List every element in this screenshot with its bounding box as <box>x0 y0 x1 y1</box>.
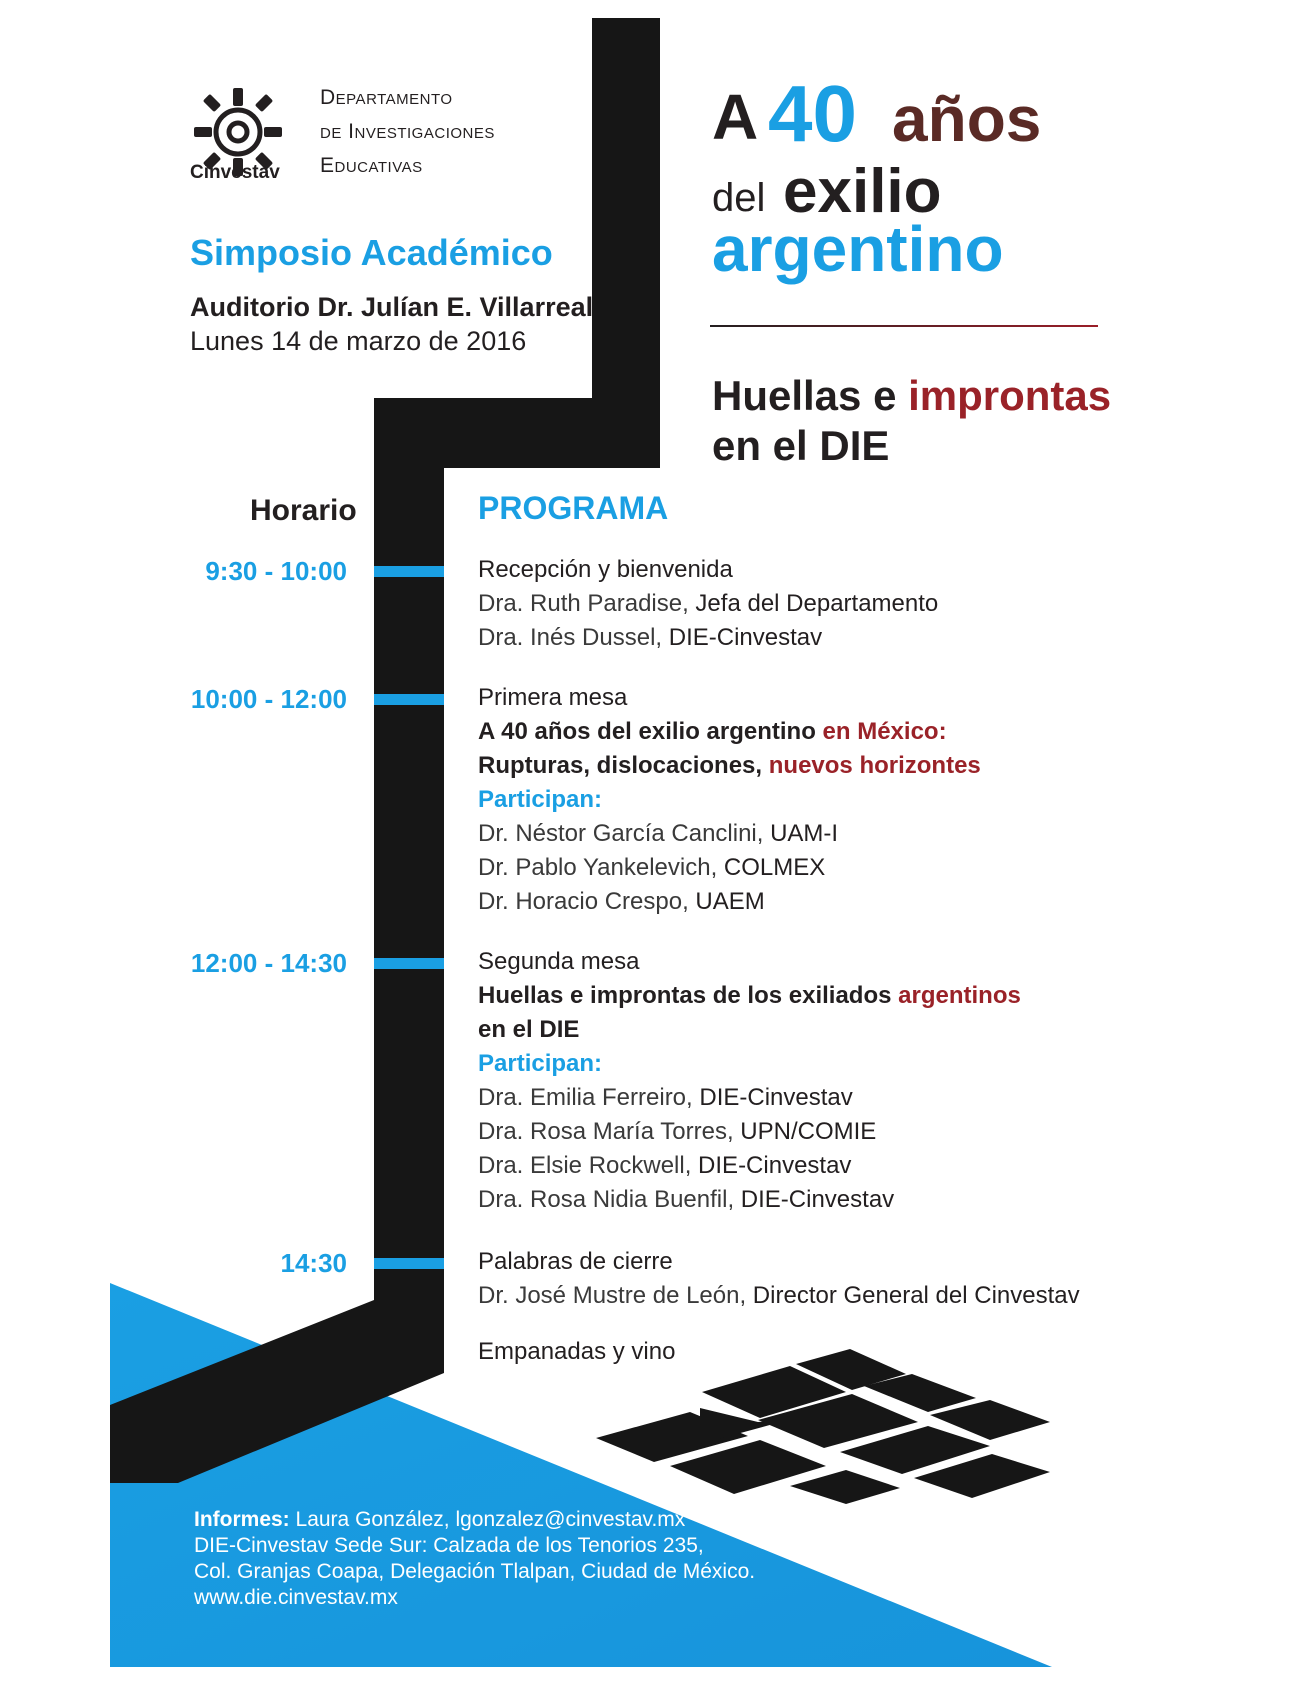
slot-time: 10:00 - 12:00 <box>190 684 347 714</box>
topic-part: argentinos <box>891 982 1021 1009</box>
event-type: Simposio Académico <box>190 232 553 273</box>
slot-time: 14:30 <box>280 1248 347 1278</box>
slot-title: Segunda mesa <box>478 948 640 975</box>
footer-website[interactable]: www.die.cinvestav.mx <box>194 1586 398 1609</box>
event-date: Lunes 14 de marzo de 2016 <box>190 326 527 356</box>
timeline-tick <box>374 566 444 577</box>
logo-wordmark: Cinvestav <box>190 162 280 183</box>
timeline-tick <box>374 694 444 705</box>
timeline-tick <box>374 958 444 969</box>
closing-extra: Empanadas y vino <box>478 1338 676 1365</box>
slot-title: Palabras de cierre <box>478 1248 673 1275</box>
person-line <box>478 1118 876 1146</box>
department-line-3: Educativas <box>320 154 423 177</box>
person-name: Dra. Emilia Ferreiro, <box>478 1084 693 1111</box>
contact-text: Laura González, lgonzalez@cinvestav.mx <box>289 1508 686 1531</box>
department-line-1: Departamento <box>320 86 453 109</box>
topic-line: en el DIE <box>478 1016 580 1043</box>
person-name: Dr. Horacio Crespo, <box>478 888 689 915</box>
footer-contact <box>194 1508 685 1532</box>
person-name: Dra. Rosa Nidia Buenfil, <box>478 1186 735 1213</box>
tiles-graphic <box>596 1349 1050 1504</box>
person-line <box>478 820 838 848</box>
person-line <box>478 888 765 916</box>
person-affiliation: DIE-Cinvestav <box>734 1186 895 1213</box>
department-line-2: de Investigaciones <box>320 120 495 143</box>
informes-label: Informes: <box>194 1508 290 1531</box>
person-affiliation: Jefa del Departamento <box>688 590 939 617</box>
title-anos: años <box>892 83 1042 155</box>
topic-line <box>478 752 981 780</box>
participants-label: Participan: <box>478 786 603 813</box>
topic-part: Huellas e improntas de los exiliados <box>478 982 892 1009</box>
title-divider <box>710 325 1098 327</box>
slot-title: Primera mesa <box>478 684 628 711</box>
person-name: Dra. Ruth Paradise, <box>478 590 689 617</box>
title-number: 40 <box>768 69 857 158</box>
person-line <box>478 590 938 618</box>
person-affiliation: UAM-I <box>763 820 839 847</box>
participants-label: Participan: <box>478 1050 603 1077</box>
subtitle-line-2: en el DIE <box>712 422 890 469</box>
person-name: Dr. Néstor García Canclini, <box>478 820 764 847</box>
person-name: Dra. Inés Dussel, <box>478 624 663 651</box>
horario-heading: Horario <box>250 494 357 527</box>
subtitle-part-1: Huellas e <box>712 372 909 419</box>
person-affiliation: DIE-Cinvestav <box>691 1152 852 1179</box>
title-del: del <box>712 176 766 220</box>
person-line <box>478 1084 853 1112</box>
slot-time: 12:00 - 14:30 <box>190 948 347 978</box>
subtitle-line-1 <box>712 372 1111 420</box>
subtitle-part-2: improntas <box>908 372 1112 419</box>
programa-heading: PROGRAMA <box>478 490 669 526</box>
title-a: A <box>712 81 759 153</box>
slot-time: 9:30 - 10:00 <box>205 556 347 586</box>
title-exilio: exilio <box>783 157 942 226</box>
person-name: Dr. Pablo Yankelevich, <box>478 854 718 881</box>
topic-part: nuevos horizontes <box>762 752 981 779</box>
person-name: Dra. Elsie Rockwell, <box>478 1152 692 1179</box>
person-affiliation: UPN/COMIE <box>733 1118 877 1145</box>
person-affiliation: COLMEX <box>717 854 826 881</box>
title-argentino: argentino <box>712 213 1004 285</box>
footer-address-2: Col. Granjas Coapa, Delegación Tlalpan, Ciudad de México. <box>194 1560 756 1583</box>
person-affiliation: DIE-Cinvestav <box>692 1084 853 1111</box>
event-venue: Auditorio Dr. Julían E. Villarreal <box>190 292 594 322</box>
topic-part: Rupturas, dislocaciones, <box>478 752 763 779</box>
person-name: Dra. Rosa María Torres, <box>478 1118 734 1145</box>
person-line <box>478 1186 894 1214</box>
person-line <box>478 1282 1080 1310</box>
person-name: Dr. José Mustre de León, <box>478 1282 747 1309</box>
topic-part: A 40 años del exilio argentino <box>478 718 816 745</box>
person-line <box>478 854 825 882</box>
person-affiliation: DIE-Cinvestav <box>662 624 823 651</box>
slot-title: Recepción y bienvenida <box>478 556 733 583</box>
person-affiliation: Director General del Cinvestav <box>746 1282 1080 1309</box>
topic-part: en México: <box>815 718 947 745</box>
topic-line <box>478 718 947 746</box>
timeline-tick <box>374 1258 444 1269</box>
person-line <box>478 624 822 652</box>
topic-line <box>478 982 1021 1010</box>
person-affiliation: UAEM <box>688 888 765 915</box>
footer-address-1: DIE-Cinvestav Sede Sur: Calzada de los Tenorios 235, <box>194 1534 704 1557</box>
person-line <box>478 1152 851 1180</box>
